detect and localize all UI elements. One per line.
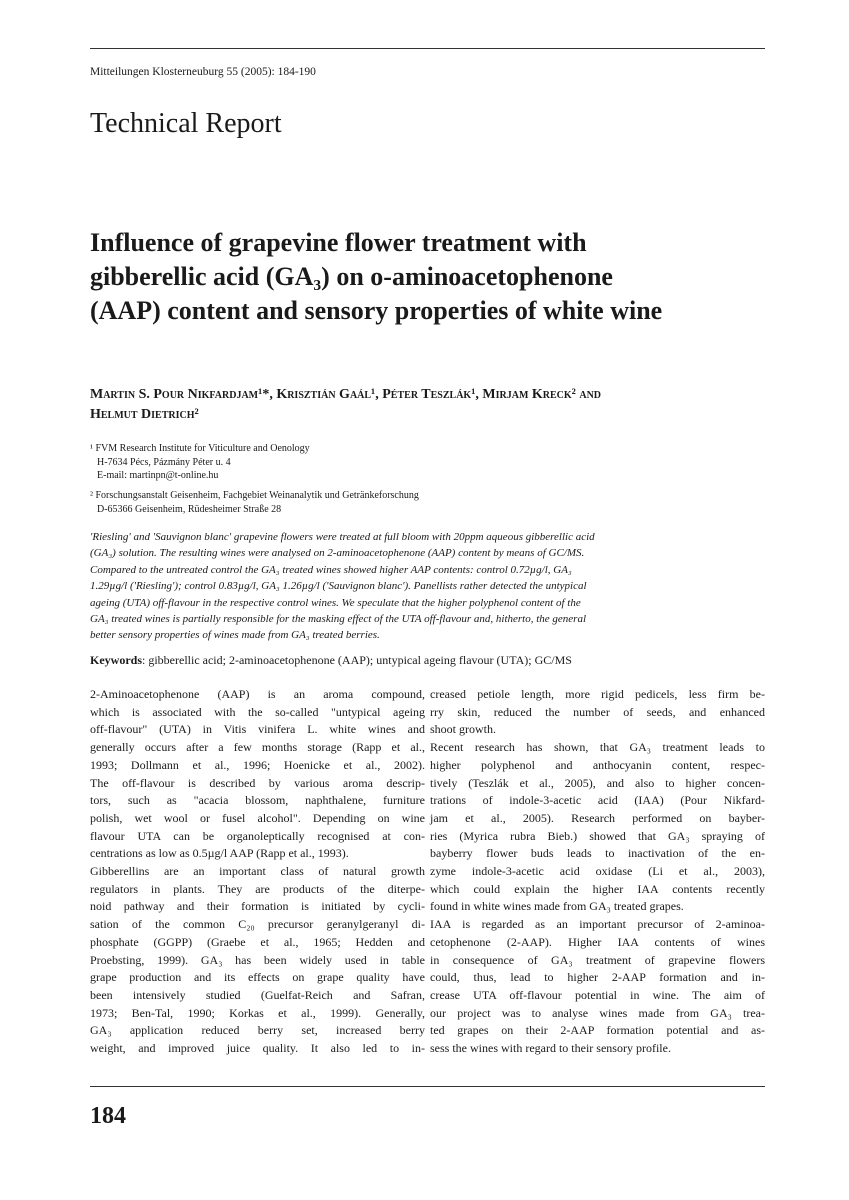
title-line: gibberellic acid (GA₃) on o-aminoacetophenone <box>90 262 613 291</box>
body-line: jam et al., 2005). Research performed on bayber- <box>430 810 765 825</box>
body-line: our project was to analyse wines made from GA₃ trea- <box>430 1005 765 1020</box>
body-line: crease UTA off-flavour potential in wine. The aim of <box>430 987 765 1002</box>
author-list <box>90 385 765 425</box>
body-line: ted grapes on their 2-AAP formation potential and as- <box>430 1023 765 1038</box>
body-line: found in white wines made from GA₃ treated grapes. <box>430 899 684 914</box>
body-line: ries (Myrica rubra Bieb.) showed that GA₃ spraying of <box>430 828 765 843</box>
body-line: cetophenone (2-AAP). Higher IAA contents of wines <box>430 934 765 949</box>
abstract-line: better sensory properties of wines made from GA₃ treated berries. <box>90 629 380 642</box>
affiliation-2 <box>90 489 419 516</box>
body-line: could, thus, lead to higher 2-AAP formation and in- <box>430 970 765 985</box>
body-line: GA₃ application reduced berry set, increased berry <box>90 1023 425 1038</box>
body-line: in consequence of GA₃ treatment of grapevine flowers <box>430 952 765 967</box>
affiliation-line: ² Forschungsanstalt Geisenheim, Fachgebiet Weinanalytik und Getränkeforschung <box>90 490 419 501</box>
body-line: sation of the common C₂₀ precursor geranylgeranyl di- <box>90 917 425 932</box>
body-line: grape production and its effects on grape quality have <box>90 970 425 985</box>
body-line: zyme indole-3-acetic acid oxidase (Li et al., 2003), <box>430 864 765 879</box>
body-line: phosphate (GGPP) (Graebe et al., 1965; Hedden and <box>90 934 425 949</box>
body-line: which could explain the higher IAA contents recently <box>430 881 765 896</box>
affiliation-1 <box>90 442 310 483</box>
keywords-label: Keywords <box>90 653 142 667</box>
body-line: 1993; Dollmann et al., 1996; Hoenicke et al., 2002). <box>90 757 425 772</box>
body-line: flavour UTA can be organoleptically recognised at con- <box>90 828 425 843</box>
bottom-rule <box>90 1086 765 1087</box>
body-line: 1973; Ben-Tal, 1990; Korkas et al., 1999). Generally, <box>90 1005 425 1020</box>
abstract <box>90 529 765 644</box>
body-line: sess the wines with regard to their sensory profile. <box>430 1041 671 1056</box>
body-line: weight, and improved juice quality. It also led to in- <box>90 1041 425 1056</box>
body-line: bayberry flower buds leads to inactivation of the en- <box>430 846 765 861</box>
body-line: Recent research has shown, that GA₃ treatment leads to <box>430 740 765 755</box>
section-heading: Technical Report <box>90 108 282 139</box>
body-line: Proebsting, 1999). GA₃ has been widely used in table <box>90 952 425 967</box>
body-line: noid pathway and their formation is initiated by cycli- <box>90 899 425 914</box>
author-line: Martin S. Pour Nikfardjam¹*, Krisztián Gaál¹, Péter Teszlák¹, Mirjam Kreck² and <box>90 387 602 402</box>
body-column-right <box>430 686 765 1058</box>
body-line: IAA is regarded as an important precursor of 2-aminoa- <box>430 917 765 932</box>
abstract-line: GA₃ treated wines is partially responsible for the masking effect of the UTA off-flavour and, hitherto, the general <box>90 613 587 626</box>
body-line: off-flavour" (UTA) in Vitis vinifera L. white wines and <box>90 722 425 737</box>
title-line: (AAP) content and sensory properties of white wine <box>90 296 663 325</box>
abstract-line: (GA₃) solution. The resulting wines were analysed on 2-aminoacetophenone (AAP) content by means of GC/MS. <box>90 547 585 560</box>
journal-citation: Mitteilungen Klosterneuburg 55 (2005): 184-190 <box>90 66 316 78</box>
body-line: tors, such as "acacia blossom, naphthalene, furniture <box>90 793 425 808</box>
keywords-text: : gibberellic acid; 2-aminoacetophenone (AAP); untypical ageing flavour (UTA); GC/MS <box>142 653 572 667</box>
title-line: Influence of grapevine flower treatment with <box>90 228 587 257</box>
body-line: trations of indole-3-acetic acid (IAA) (Pour Nikfard- <box>430 793 765 808</box>
body-line: Gibberellins are an important class of natural growth <box>90 864 425 879</box>
keywords <box>90 653 572 668</box>
body-line: rry skin, reduced the number of seeds, and enhanced <box>430 704 765 719</box>
abstract-line: Compared to the untreated control the GA₃ treated wines showed higher AAP contents: control 0.72µg/l, GA₃ <box>90 563 572 576</box>
body-line: been intensively studied (Guelfat-Reich and Safran, <box>90 987 425 1002</box>
body-line: which is associated with the so-called "untypical ageing <box>90 704 425 719</box>
body-line: shoot growth. <box>430 722 496 737</box>
author-line: Helmut Dietrich² <box>90 407 199 422</box>
affiliation-line: ¹ FVM Research Institute for Viticulture and Oenology <box>90 443 310 454</box>
affiliation-email: E-mail: martinpn@t-online.hu <box>97 470 219 481</box>
body-line: higher polyphenol and anthocyanin content, respec- <box>430 757 765 772</box>
body-line: The off-flavour is described by various aroma descrip- <box>90 775 425 790</box>
body-line: 2-Aminoacetophenone (AAP) is an aroma compound, <box>90 687 425 701</box>
page-number: 184 <box>90 1103 126 1129</box>
affiliation-line: D-65366 Geisenheim, Rüdesheimer Straße 28 <box>97 503 282 515</box>
affiliation-line: H-7634 Pécs, Pázmány Péter u. 4 <box>97 456 231 468</box>
body-line: polish, wet wool or fusel alcohol". Depending on wine <box>90 810 425 825</box>
body-line: centrations as low as 0.5µg/l AAP (Rapp et al., 1993). <box>90 846 349 861</box>
body-column-left <box>90 686 425 1058</box>
abstract-line: 'Riesling' and 'Sauvignon blanc' grapevine flowers were treated at full bloom with 20ppm aqueous gibberellic acid <box>90 531 595 543</box>
body-line: generally occurs after a few months storage (Rapp et al., <box>90 740 425 755</box>
top-rule <box>90 48 765 49</box>
body-line: tively (Teszlák et al., 2005), and also to higher concen- <box>430 775 765 790</box>
abstract-line: 1.29µg/l ('Riesling'); control 0.83µg/l, GA₃ 1.26µg/l ('Sauvignon blanc'). Panellists rather detected the untypical <box>90 580 587 593</box>
abstract-line: ageing (UTA) off-flavour in the respective control wines. We speculate that the higher polyphenol content of the <box>90 596 581 609</box>
paper-title <box>90 226 790 328</box>
body-line: regulators in plants. They are products of the diterpe- <box>90 881 425 896</box>
body-line: creased petiole length, more rigid pedicels, less firm be- <box>430 687 765 701</box>
